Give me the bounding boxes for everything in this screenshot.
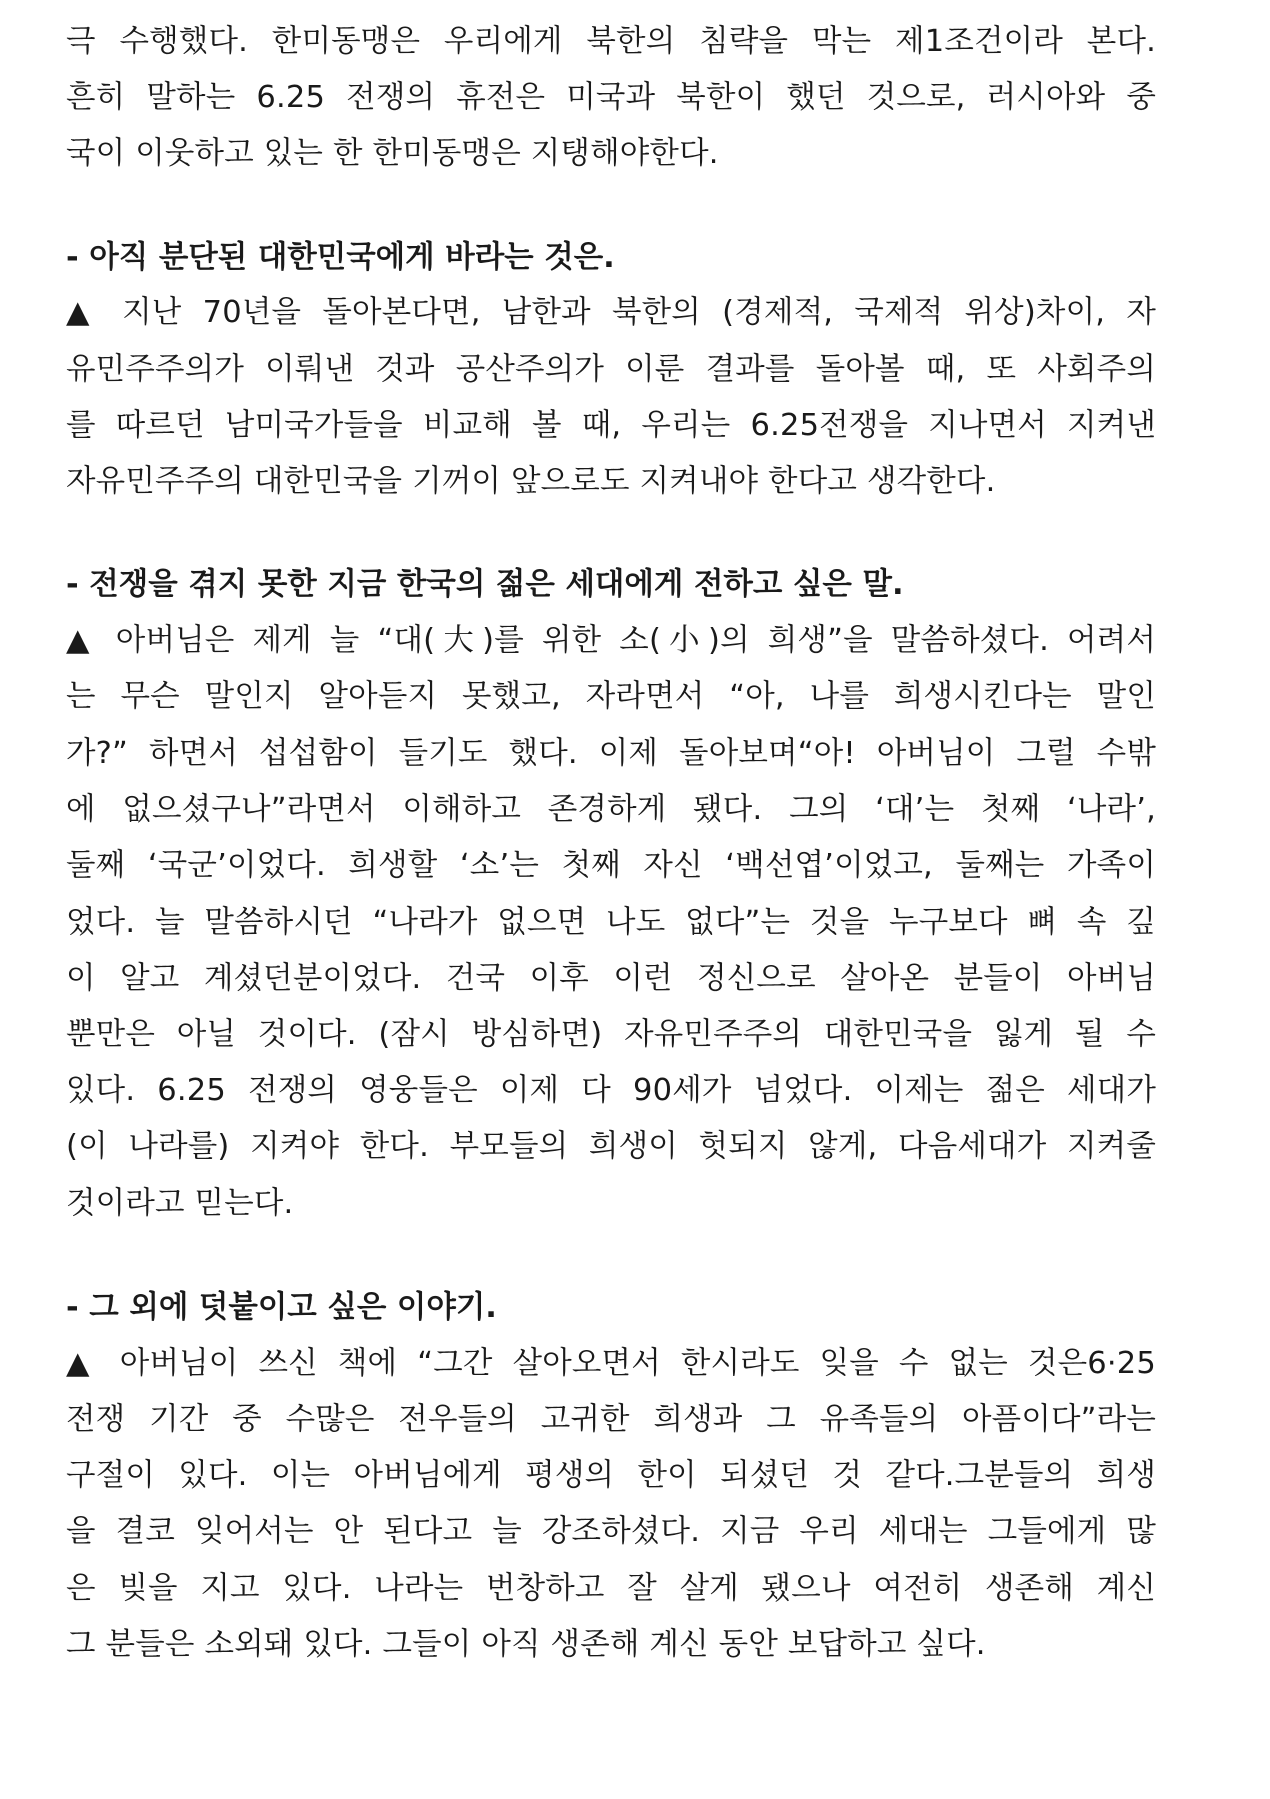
paragraph-line: 전쟁 기간 중 수많은 전우들의 고귀한 희생과 그 유족들의 아픔이다”라는 bbox=[66, 1402, 1156, 1437]
paragraph-line: ▲ 지난 70년을 돌아본다면, 남한과 북한의 (경제적, 국제적 위상)차이, 자 bbox=[66, 295, 1156, 330]
section-heading: - 아직 분단된 대한민국에게 바라는 것은. bbox=[66, 240, 615, 275]
paragraph-line: 구절이 있다. 이는 아버님에게 평생의 한이 되셨던 것 같다.그분들의 희생 bbox=[66, 1458, 1156, 1493]
paragraph-line: 이 알고 계셨던분이었다. 건국 이후 이런 정신으로 살아온 분들이 아버님 bbox=[66, 961, 1156, 996]
intro-line: 극 수행했다. 한미동맹은 우리에게 북한의 침략을 막는 제1조건이라 본다. bbox=[66, 24, 1156, 59]
paragraph-line: 은 빚을 지고 있다. 나라는 번창하고 잘 살게 됐으나 여전히 생존해 계신 bbox=[66, 1571, 1156, 1606]
paragraph-line: 뿐만은 아닐 것이다. (잠시 방심하면) 자유민주주의 대한민국을 잃게 될 수 bbox=[66, 1017, 1156, 1052]
section-heading: - 그 외에 덧붙이고 싶은 이야기. bbox=[66, 1290, 497, 1325]
paragraph-line: 가?” 하면서 섭섭함이 들기도 했다. 이제 돌아보며“아! 아버님이 그럴 수밖 bbox=[66, 736, 1156, 771]
paragraph-line: ▲ 아버님은 제게 늘 “대(大)를 위한 소(小)의 희생”을 말씀하셨다. 어려서 bbox=[66, 623, 1156, 658]
paragraph-line: 둘째 ‘국군’이었다. 희생할 ‘소’는 첫째 자신 ‘백선엽’이었고, 둘째는 가족이 bbox=[66, 848, 1156, 883]
paragraph-line: 유민주주의가 이뤄낸 것과 공산주의가 이룬 결과를 돌아볼 때, 또 사회주의 bbox=[66, 352, 1156, 387]
paragraph-line: 는 무슨 말인지 알아듣지 못했고, 자라면서 “아, 나를 희생시킨다는 말인 bbox=[66, 679, 1156, 714]
paragraph-line: ▲ 아버님이 쓰신 책에 “그간 살아오면서 한시라도 잊을 수 없는 것은6·25 bbox=[66, 1346, 1156, 1381]
section-heading: - 전쟁을 겪지 못한 지금 한국의 젊은 세대에게 전하고 싶은 말. bbox=[66, 567, 904, 602]
paragraph-line: 을 결코 잊어서는 안 된다고 늘 강조하셨다. 지금 우리 세대는 그들에게 많 bbox=[66, 1514, 1156, 1549]
paragraph-line: (이 나라를) 지켜야 한다. 부모들의 희생이 헛되지 않게, 다음세대가 지켜줄 bbox=[66, 1129, 1156, 1164]
intro-line: 국이 이웃하고 있는 한 한미동맹은 지탱해야한다. bbox=[66, 136, 719, 171]
paragraph-line: 그 분들은 소외돼 있다. 그들이 아직 생존해 계신 동안 보답하고 싶다. bbox=[66, 1627, 986, 1662]
paragraph-line: 것이라고 믿는다. bbox=[66, 1186, 294, 1221]
paragraph-line: 있다. 6.25 전쟁의 영웅들은 이제 다 90세가 넘었다. 이제는 젊은 세대가 bbox=[66, 1073, 1156, 1108]
paragraph-line: 었다. 늘 말씀하시던 “나라가 없으면 나도 없다”는 것을 누구보다 뼈 속 깊 bbox=[66, 905, 1156, 940]
paragraph-line: 를 따르던 남미국가들을 비교해 볼 때, 우리는 6.25전쟁을 지나면서 지켜낸 bbox=[66, 408, 1156, 443]
paragraph-line: 자유민주주의 대한민국을 기꺼이 앞으로도 지켜내야 한다고 생각한다. bbox=[66, 464, 996, 499]
paragraph-line: 에 없으셨구나”라면서 이해하고 존경하게 됐다. 그의 ‘대’는 첫째 ‘나라’, bbox=[66, 792, 1156, 827]
intro-line: 흔히 말하는 6.25 전쟁의 휴전은 미국과 북한이 했던 것으로, 러시아와 중 bbox=[66, 80, 1156, 115]
